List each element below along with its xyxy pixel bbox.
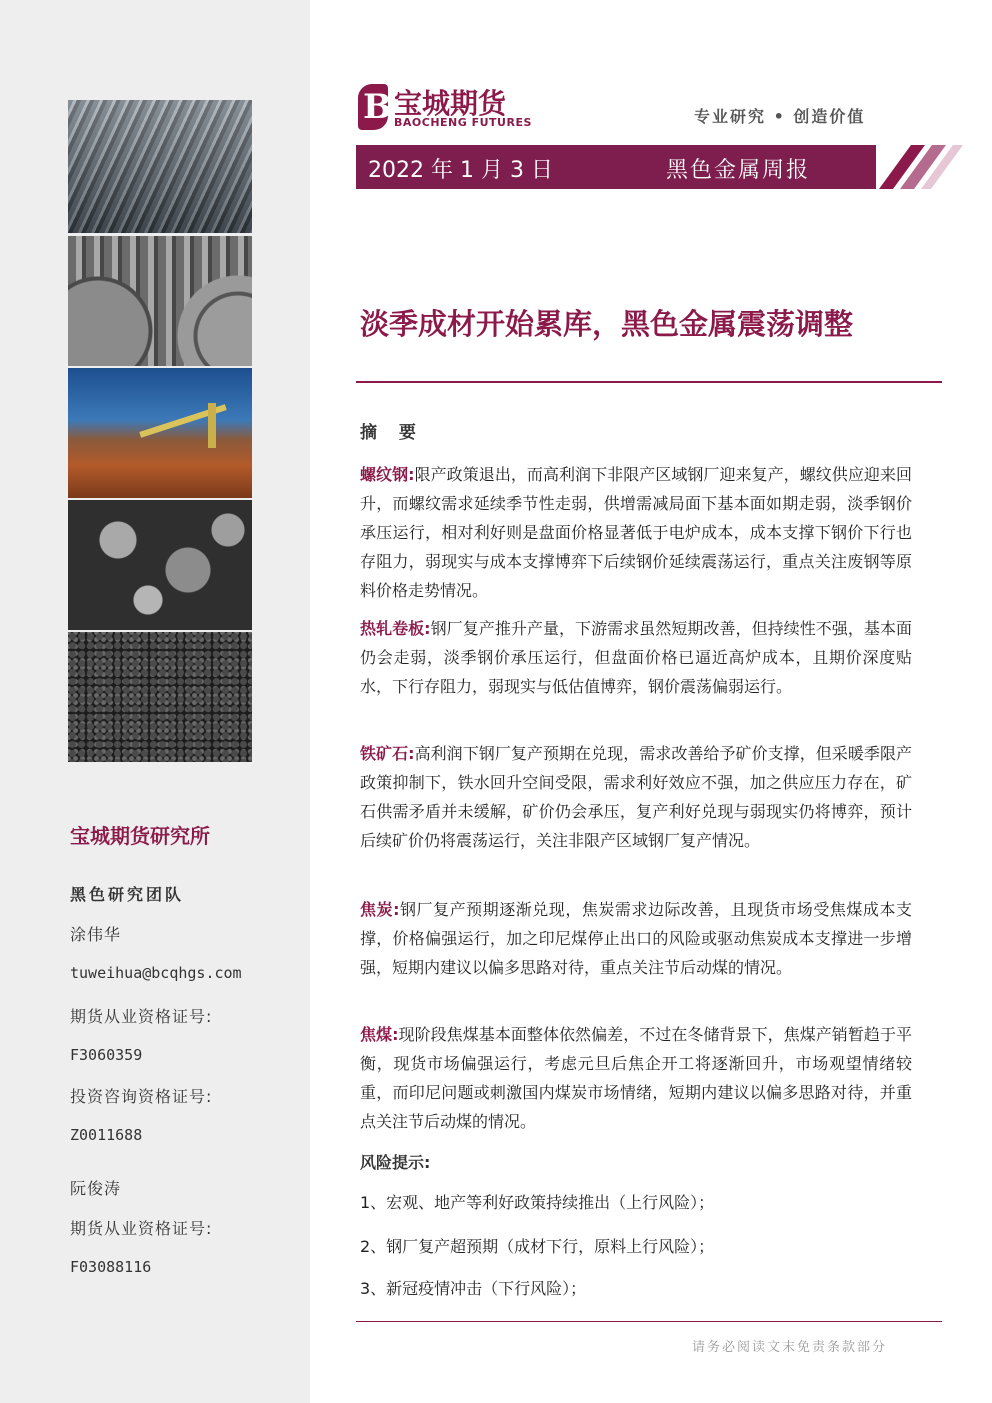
analyst1-consult-label: 投资咨询资格证号: [70,1087,213,1106]
section-rebar: 螺纹钢:限产政策退出，而高利润下非限产区域钢厂迎来复产，螺纹供应迎来回升，而螺纹需求延续季节性走弱，供增需减局面下基本面如期走弱，淡季钢价承压运行，相对利好则是盘面价格显著低于电炉成本，成本支撑下钢价下行也存阻力，弱现实与成本支撑博弈下后续钢价延续震荡运行，重点关注废钢等原料价格走势情况。 [360,465,912,600]
logo-mark-icon: B [358,84,388,130]
coke-photo [68,632,252,762]
analyst1-cert: F3060359 [70,1046,143,1064]
analyst2-cert: F03088116 [70,1258,152,1276]
brand-name-en: BAOCHENG FUTURES [394,116,532,129]
ore-lumps-photo [68,500,252,630]
analyst2-cert-label: 期货从业资格证号: [70,1219,213,1238]
team-name: 黑色研究团队 [70,885,185,904]
report-type: 黑色金属周报 [666,158,811,183]
rebar-photo [68,100,252,233]
report-date: 2022 年 1 月 3 日 [368,158,553,183]
report-title: 淡季成材开始累库，黑色金属震荡调整 [360,307,854,341]
analyst1-email: tuweihua@bcqhgs.com [70,964,242,982]
analyst1-consult: Z0011688 [70,1126,143,1144]
footer-divider [356,1321,942,1322]
risk-heading: 风险提示: [360,1153,431,1172]
risk-item: 1、宏观、地产等利好政策持续推出（上行风险）； [360,1193,715,1212]
analyst2-name: 阮俊涛 [70,1179,122,1198]
analyst1-name: 涂伟华 [70,925,122,944]
sidebar [0,0,310,1403]
brand-name-cn: 宝城期货 [394,87,507,120]
institute-name: 宝城期货研究所 [70,824,210,848]
title-divider [356,381,942,383]
slogan: 专业研究 • 创造价值 [694,107,866,126]
risk-item: 3、新冠疫情冲击（下行风险）； [360,1279,587,1298]
disclaimer-note: 请务必阅读文末免责条款部分 [692,1340,888,1355]
iron-ore-stacker-photo [68,368,252,498]
abstract-heading: 摘 要 [360,423,424,443]
section-coking-coal: 焦煤:现阶段焦煤基本面整体依然偏差，不过在冬储背景下，焦煤产销暂趋于平衡，现货市场偏强运行，考虑元旦后焦企开工将逐渐回升，市场观望情绪较重，而印尼问题或刺激国内煤炭市场情绪，短期内建议以偏多思路对待，并重点关注节后动煤的情况。 [360,1025,912,1131]
risk-item: 2、钢厂复产超预期（成材下行，原料上行风险）； [360,1237,715,1256]
report-banner [356,145,876,189]
analyst1-cert-label: 期货从业资格证号: [70,1007,213,1026]
section-hot-rolled-coil: 热轧卷板:钢厂复产推升产量，下游需求虽然短期改善，但持续性不强，基本面仍会走弱，淡季钢价承压运行，但盘面价格已逼近高炉成本，且期价深度贴水，下行存阻力，弱现实与低估值博弈，钢价震荡偏弱运行。 [360,619,912,696]
steel-coil-photo [68,236,252,366]
section-coke: 焦炭:钢厂复产预期逐渐兑现，焦炭需求边际改善，且现货市场受焦煤成本支撑，价格偏强运行，加之印尼煤停止出口的风险或驱动焦炭成本支撑进一步增强，短期内建议以偏多思路对待，重点关注节后动煤的情况。 [360,900,912,977]
section-iron-ore: 铁矿石:高利润下钢厂复产预期在兑现，需求改善给予矿价支撑，但采暖季限产政策抑制下，铁水回升空间受限，需求利好效应不强，加之供应压力存在，矿石供需矛盾并未缓解，矿价仍会承压，复产利好兑现与弱现实仍将博弈，预计后续矿价仍将震荡运行，关注非限产区域钢厂复产情况。 [360,744,912,850]
